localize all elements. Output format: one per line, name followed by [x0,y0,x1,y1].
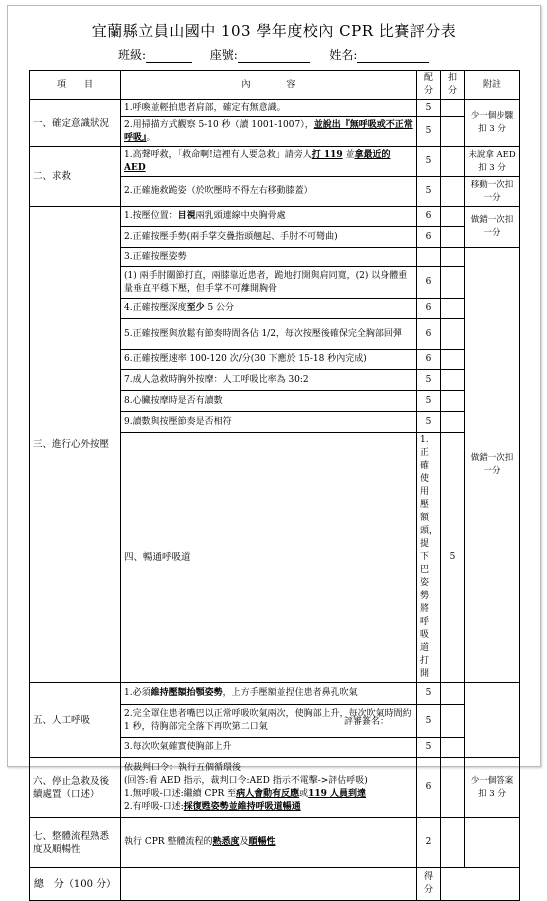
content-3-3a: (1) 兩手肘關節打直，兩膝靠近患者，跪地打開與肩同寬，(2) 以身體重量垂直平穩下壓，但手掌不可離開胸骨 [121,267,417,299]
content-7: 執行 CPR 整體流程的熟悉度及順暢性 [121,818,417,868]
deduct-1-1[interactable] [441,100,465,117]
content-1-1: 1.呼喚並輕拍患者肩部，確定有無意識。 [121,100,417,117]
content-3-4: 4.正確按壓深度至少 5 公分 [121,299,417,319]
score-3-1: 6 [417,207,441,227]
score-2-1: 5 [417,147,441,177]
score-1-2: 5 [417,117,441,147]
score-5-1: 5 [417,683,441,705]
score-6: 6 [417,758,441,818]
note-3-1: 做錯一次扣一分 [465,207,520,248]
table-row [30,683,520,705]
deduct-3-1[interactable] [441,207,465,227]
class-label: 班級: [118,48,147,62]
score-3-3 [417,248,441,267]
content-5-3: 3.每次吹氣確實使胸部上升 [121,738,417,758]
score-table [29,70,520,901]
category-4: 四、暢通呼吸道 [121,433,417,683]
deduct-3-6[interactable] [441,350,465,370]
table-row [30,818,520,868]
score-7: 2 [417,818,441,868]
content-3-1: 1.按壓位置：目視兩乳頭連線中央胸骨處 [121,207,417,227]
deduct-5-2[interactable] [441,705,465,738]
total-label: 總 分（100 分） [30,868,121,901]
total-value[interactable] [441,868,520,901]
header-score: 配分 [417,71,441,100]
category-6: 六、停止急救及後續處置（口述） [30,758,121,818]
page-title: 宜蘭縣立員山國中 103 學年度校內 CPR 比賽評分表 [91,22,457,40]
note-2-2: 移動一次扣一分 [465,177,520,207]
deduct-1-2[interactable] [441,117,465,147]
deduct-2-2[interactable] [441,177,465,207]
seat-blank[interactable] [238,50,310,63]
content-3-8: 8.心臟按摩時是否有讀數 [121,391,417,412]
score-5-3: 5 [417,738,441,758]
content-3-5: 5.正確按壓與放鬆有節奏時間各佔 1/2，每次按壓後確保完全胸部回彈 [121,319,417,350]
note-2-1: 未說拿 AED 扣 3 分 [465,147,520,177]
content-3-6: 6.正確按壓速率 100-120 次/分(30 下應於 15-18 秒內完成) [121,350,417,370]
deduct-6[interactable] [441,758,465,818]
content-4-1: 1.正確使用壓額頭，提下巴姿勢將呼吸道打開 [417,433,441,683]
table-row [30,758,520,818]
deduct-2-1[interactable] [441,147,465,177]
category-5: 五、人工呼吸 [30,683,121,758]
category-1: 一、確定意識狀況 [30,100,121,147]
table-row [30,147,520,177]
deduct-3-2[interactable] [441,227,465,248]
category-7: 七、整體流程熟悉度及順暢性 [30,818,121,868]
content-1-2: 2.用掃描方式觀察 5-10 秒（讀 1001-1007），並說出『無呼吸或不正常呼吸』。 [121,117,417,147]
score-2-2: 5 [417,177,441,207]
content-3-9: 9.讀數與按壓節奏是否相符 [121,412,417,433]
score-3-3a: 6 [417,267,441,299]
score-3-6: 6 [417,350,441,370]
score-sheet-page [7,5,541,895]
name-blank[interactable] [357,50,429,63]
content-2-1: 1.高聲呼救，「救命啊!這裡有人要急救」請旁人打 119 並拿最近的 AED [121,147,417,177]
deduct-5-1[interactable] [441,683,465,705]
header-deduct: 扣分 [441,71,465,100]
category-2: 二、求救 [30,147,121,207]
content-6: 依裁判口令：執行五個循環後 (回答:看 AED 指示，裁判口令:AED 指示不電擊->評估呼吸) 1.無呼吸-口述:繼續 CPR 至病人會動有反應或119 人員到達 2.有呼吸-口述:採復甦姿勢並維持呼吸道暢通 [121,758,417,818]
deduct-3-3[interactable] [441,248,465,267]
total-content [121,868,417,901]
class-blank[interactable] [146,50,192,63]
content-2-2: 2.正確施救跪姿（於吹壓時不得左右移動膝蓋） [121,177,417,207]
deduct-3-8[interactable] [441,391,465,412]
content-5-1: 1.必須維持壓額抬顎姿勢，上方手壓額並捏住患者鼻孔吹氣 [121,683,417,705]
deduct-3-3a[interactable] [441,267,465,299]
content-3-3: 3.正確按壓姿勢 [121,248,417,267]
content-3-7: 7.成人急救時胸外按摩：人工呼吸比率為 30:2 [121,370,417,391]
header-note: 附註 [465,71,520,100]
note-1: 少一個步驟扣 3 分 [465,100,520,147]
score-3-5: 6 [417,319,441,350]
score-3-9: 5 [417,412,441,433]
note-3-2: 做錯一次扣一分 [465,248,520,683]
student-info-line [118,46,429,63]
note-6: 少一個答案扣 3 分 [465,758,520,818]
total-row [30,868,520,901]
score-3-4: 6 [417,299,441,319]
note-7 [465,818,520,868]
score-4-1: 5 [441,433,465,683]
judge-signature-label: 評審簽名： [344,717,390,727]
deduct-3-4[interactable] [441,299,465,319]
deduct-3-7[interactable] [441,370,465,391]
deduct-7[interactable] [441,818,465,868]
score-5-2: 5 [417,705,441,738]
name-label: 姓名: [329,48,358,62]
score-3-7: 5 [417,370,441,391]
score-3-8: 5 [417,391,441,412]
score-3-2: 6 [417,227,441,248]
deduct-3-5[interactable] [441,319,465,350]
note-5 [465,683,520,758]
deduct-5-3[interactable] [441,738,465,758]
table-header-row [30,71,520,100]
content-3-2: 2.正確按壓手勢(兩手掌交疊指頭翹起、手肘不可彎曲) [121,227,417,248]
content-5-2: 2.完全罩住患者嘴巴以正常呼吸吹氣兩次，使胸部上升，每次吹氣時間約 1 秒，待胸部完全落下再吹第二口氣 [121,705,417,738]
header-content: 內 容 [121,71,417,100]
seat-label: 座號: [209,48,238,62]
header-item: 項 目 [30,71,121,100]
table-row [30,207,520,227]
table-row [30,100,520,117]
score-1-1: 5 [417,100,441,117]
deduct-3-9[interactable] [441,412,465,433]
total-got-label: 得分 [417,868,441,901]
category-3: 三、進行心外按壓 [30,207,121,683]
